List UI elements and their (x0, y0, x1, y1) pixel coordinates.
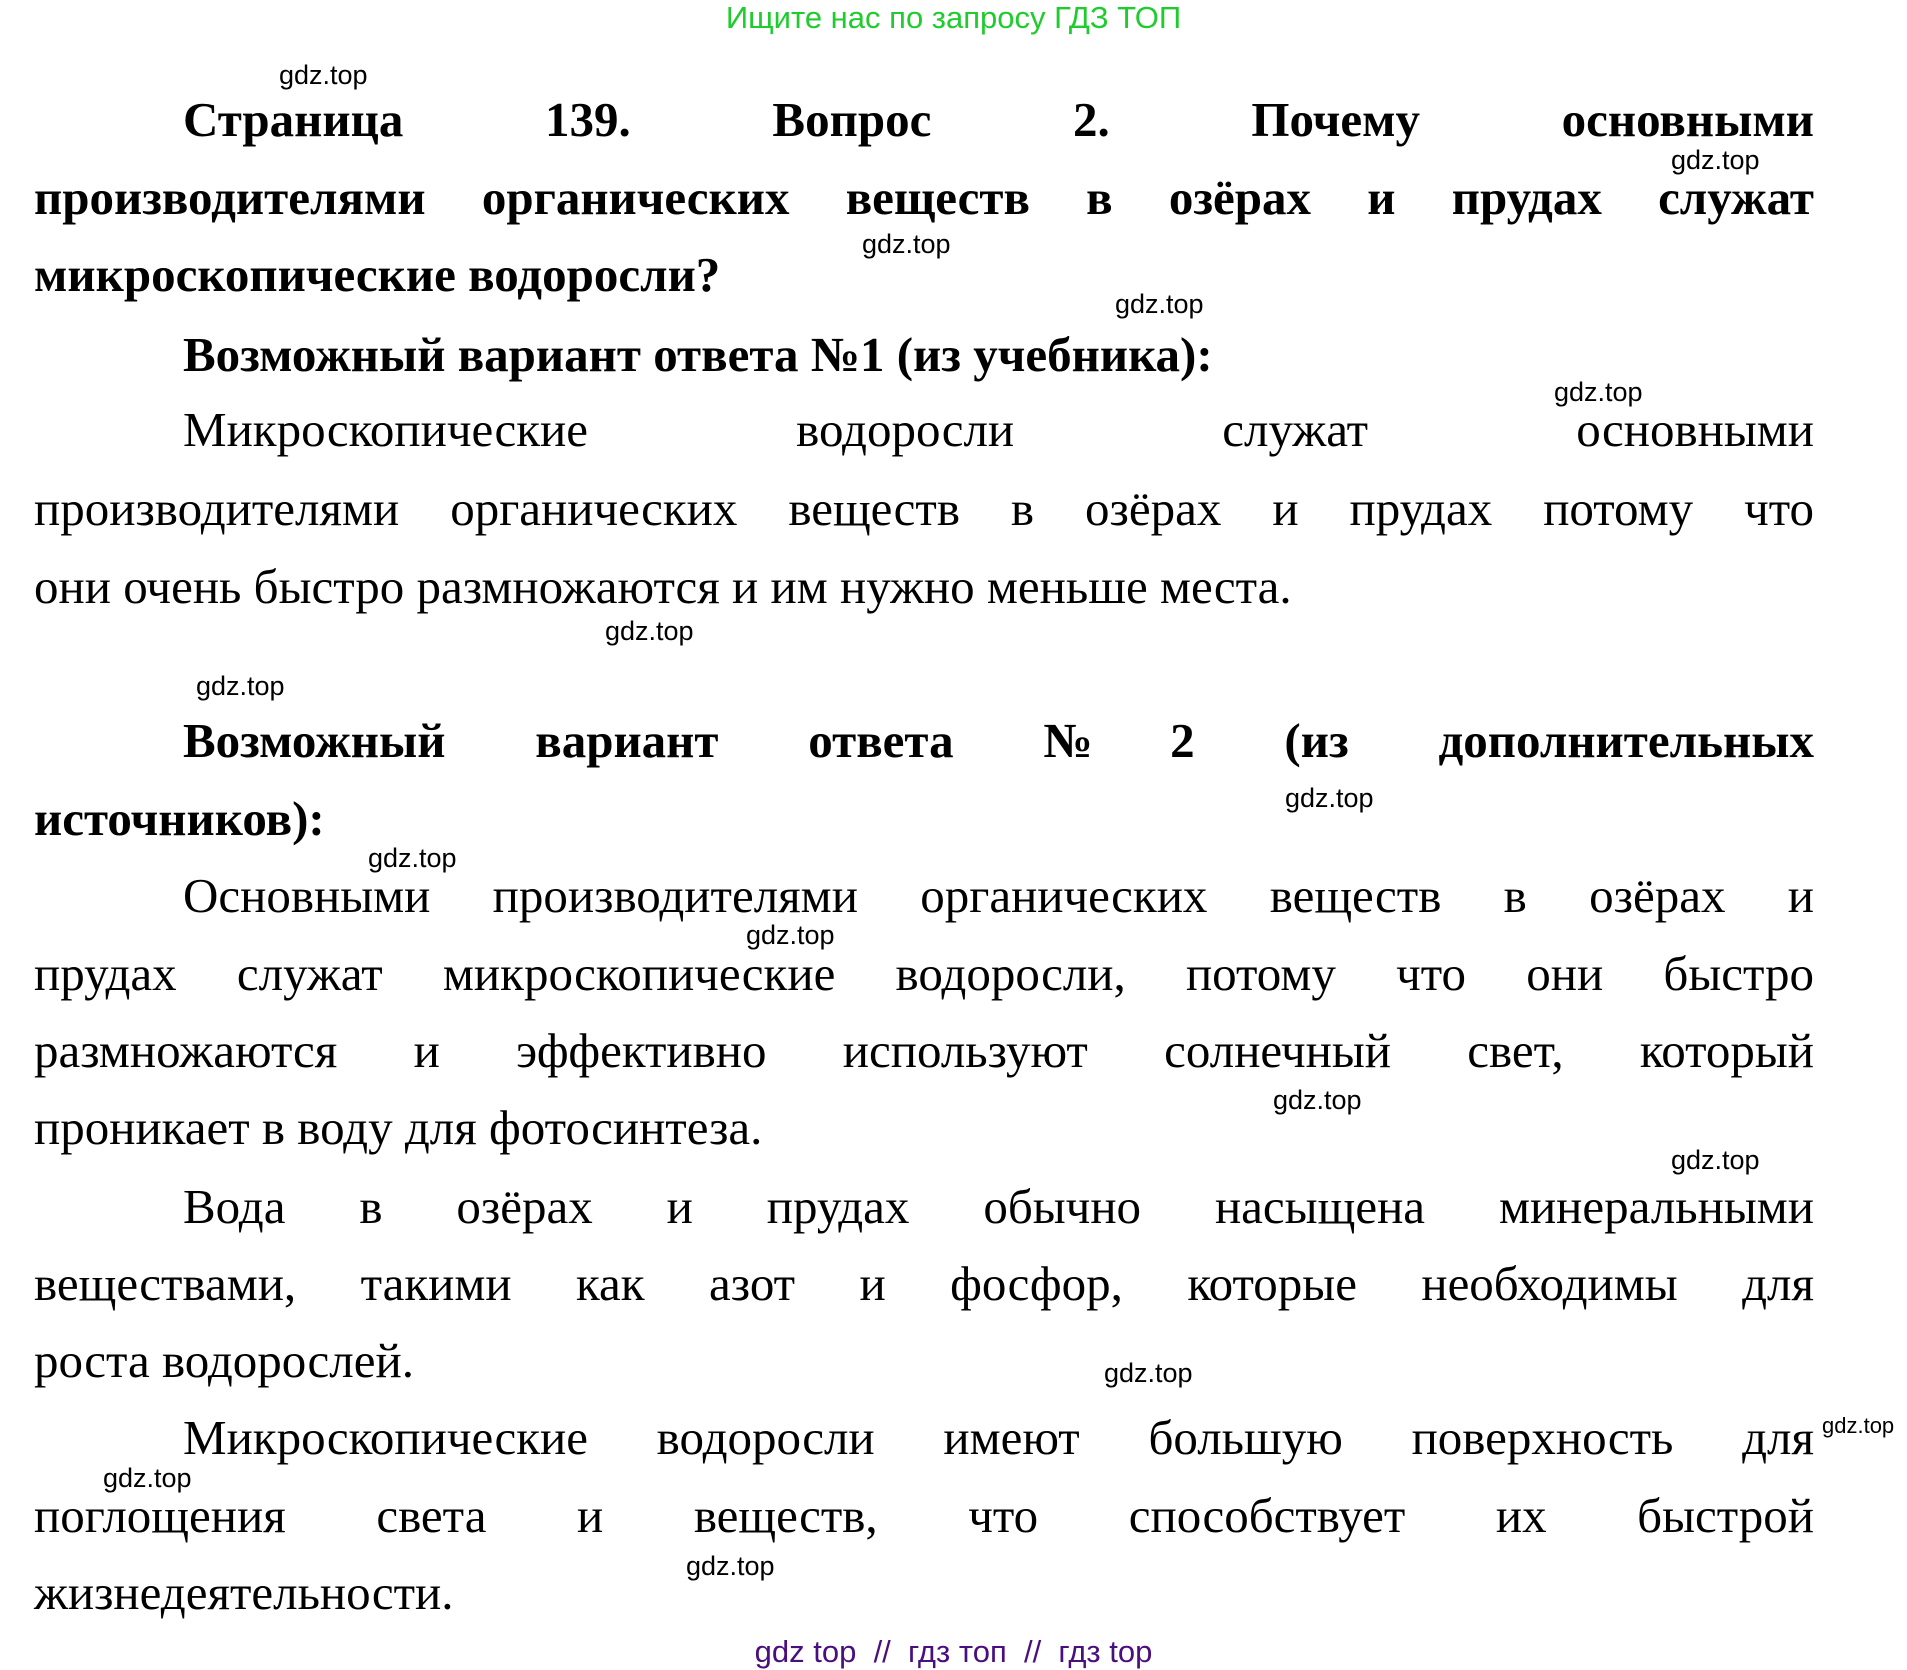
top-banner: Ищите нас по запросу ГДЗ ТОП (725, 0, 1182, 35)
watermark: gdz.top (1273, 1085, 1362, 1115)
watermark: gdz.top (1671, 145, 1760, 175)
watermark: gdz.top (196, 671, 285, 701)
answer1-line: Микроскопические водоросли служат основными (183, 402, 1814, 457)
answer2-p2-line: веществами, такими как азот и фосфор, которые необходимы для (34, 1256, 1814, 1311)
watermark: gdz.top (1671, 1145, 1760, 1175)
watermark: gdz.top (862, 229, 951, 259)
watermark: gdz.top (1104, 1358, 1193, 1388)
question-line: производителями органических веществ в озёрах и прудах служат (34, 170, 1814, 225)
question-line: Страница 139. Вопрос 2. Почему основными (183, 92, 1814, 147)
answer2-heading: Возможный вариант ответа №2 (из дополнительных (183, 713, 1814, 768)
question-line: микроскопические водоросли? (34, 247, 721, 302)
watermark: gdz.top (368, 843, 457, 873)
answer2-p3-line: жизнедеятельности. (34, 1565, 454, 1620)
answer2-p1-line: прудах служат микроскопические водоросли, потому что они быстро (34, 946, 1814, 1001)
answer1-line: производителями органических веществ в озёрах и прудах потому что (34, 481, 1814, 536)
watermark: gdz.top (1822, 1413, 1895, 1438)
watermark: gdz.top (279, 60, 368, 90)
answer1-heading: Возможный вариант ответа №1 (из учебника): (183, 327, 1213, 382)
watermark: gdz.top (686, 1551, 775, 1581)
watermark: gdz.top (1285, 783, 1374, 813)
answer2-p3-line: Микроскопические водоросли имеют большую поверхность для (183, 1410, 1814, 1465)
answer2-heading: источников): (34, 791, 325, 846)
watermark: gdz.top (1115, 289, 1204, 319)
answer2-p1-line: Основными производителями органических веществ в озёрах и (183, 868, 1814, 923)
answer2-p2-line: роста водорослей. (34, 1333, 414, 1388)
watermark: gdz.top (103, 1463, 192, 1493)
answer2-p1-line: проникает в воду для фотосинтеза. (34, 1100, 763, 1155)
answer2-p2-line: Вода в озёрах и прудах обычно насыщена минеральными (183, 1179, 1814, 1234)
answer2-p3-line: поглощения света и веществ, что способствует их быстрой (34, 1488, 1814, 1543)
watermark: gdz.top (605, 616, 694, 646)
bottom-banner: gdz top // гдз топ // гдз top (754, 1634, 1153, 1669)
watermark: gdz.top (746, 920, 835, 950)
watermark: gdz.top (1554, 377, 1643, 407)
answer1-line: они очень быстро размножаются и им нужно меньше места. (34, 559, 1292, 614)
answer2-p1-line: размножаются и эффективно используют солнечный свет, который (34, 1023, 1814, 1078)
